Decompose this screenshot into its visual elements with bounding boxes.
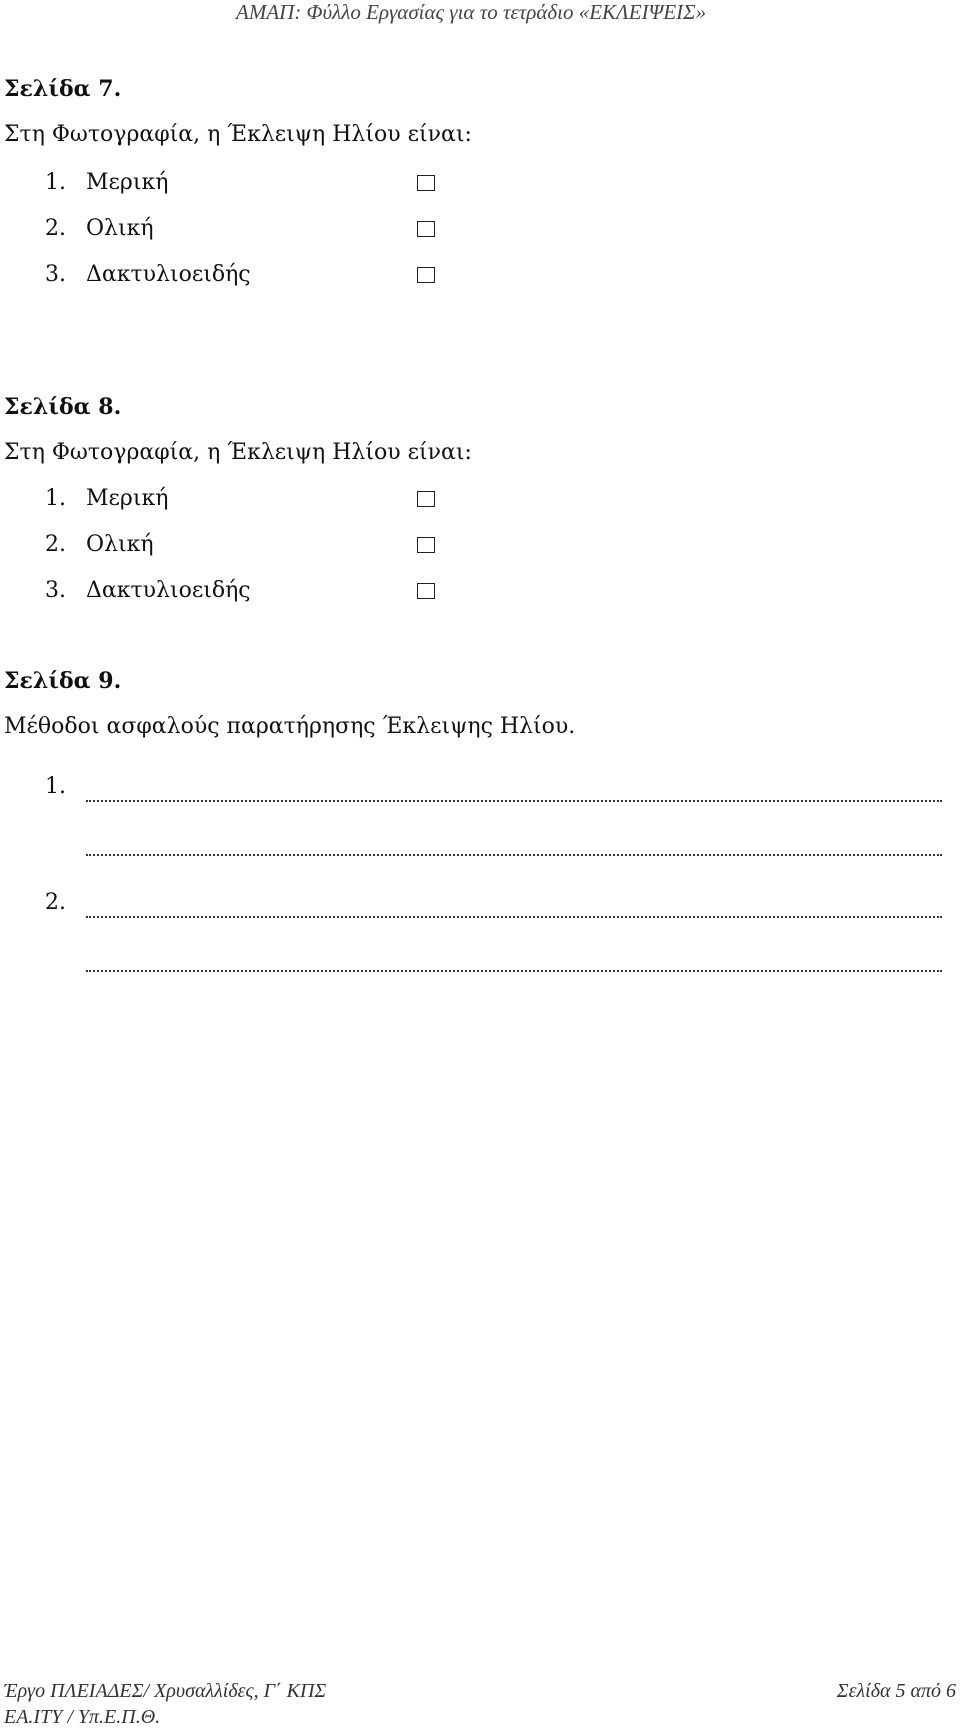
answer-2-line-2[interactable] — [86, 950, 942, 972]
option-number: 1. — [45, 486, 66, 511]
footer-organization: ΕΑ.ΙΤΥ / Υπ.Ε.Π.Θ. — [4, 1706, 161, 1728]
option-partial-page-7 — [45, 170, 445, 202]
question-page-7: Στη Φωτογραφία, η Έκλειψη Ηλίου είναι: — [4, 122, 472, 147]
option-annular-page-8 — [45, 578, 445, 610]
answer-1-line-2[interactable] — [86, 834, 942, 856]
option-annular-page-7 — [45, 262, 445, 294]
option-label: Δακτυλιοειδής — [86, 578, 251, 603]
checkbox-annular-page-8[interactable] — [417, 583, 435, 599]
section-title-page-8: Σελίδα 8. — [4, 394, 122, 420]
answer-1-line-1[interactable] — [86, 780, 942, 802]
option-label: Δακτυλιοειδής — [86, 262, 251, 287]
answer-2-line-1[interactable] — [86, 896, 942, 918]
answer-number-2: 2. — [45, 890, 66, 915]
option-label: Μερική — [86, 170, 169, 195]
option-number: 2. — [45, 532, 66, 557]
checkbox-annular-page-7[interactable] — [417, 267, 435, 283]
option-label: Ολική — [86, 532, 154, 557]
section-title-page-7: Σελίδα 7. — [4, 76, 122, 102]
section-title-page-9: Σελίδα 9. — [4, 668, 122, 694]
option-label: Μερική — [86, 486, 169, 511]
checkbox-partial-page-7[interactable] — [417, 175, 435, 191]
footer-project: Έργο ΠΛΕΙΑΔΕΣ/ Χρυσαλλίδες, Γ΄ ΚΠΣ — [4, 1680, 327, 1702]
option-number: 1. — [45, 170, 66, 195]
checkbox-total-page-7[interactable] — [417, 221, 435, 237]
question-page-9: Μέθοδοι ασφαλούς παρατήρησης Έκλειψης Ηλίου. — [4, 714, 576, 739]
option-number: 3. — [45, 262, 66, 287]
document-header: ΑΜΑΠ: Φύλλο Εργασίας για το τετράδιο «ΕΚΛΕΙΨΕΙΣ» — [236, 0, 707, 24]
question-page-8: Στη Φωτογραφία, η Έκλειψη Ηλίου είναι: — [4, 440, 472, 465]
option-partial-page-8 — [45, 486, 445, 518]
checkbox-total-page-8[interactable] — [417, 537, 435, 553]
option-number: 3. — [45, 578, 66, 603]
option-total-page-8 — [45, 532, 445, 564]
answer-number-1: 1. — [45, 774, 66, 799]
option-label: Ολική — [86, 216, 154, 241]
checkbox-partial-page-8[interactable] — [417, 491, 435, 507]
option-total-page-7 — [45, 216, 445, 248]
footer-page-number: Σελίδα 5 από 6 — [836, 1680, 956, 1702]
option-number: 2. — [45, 216, 66, 241]
